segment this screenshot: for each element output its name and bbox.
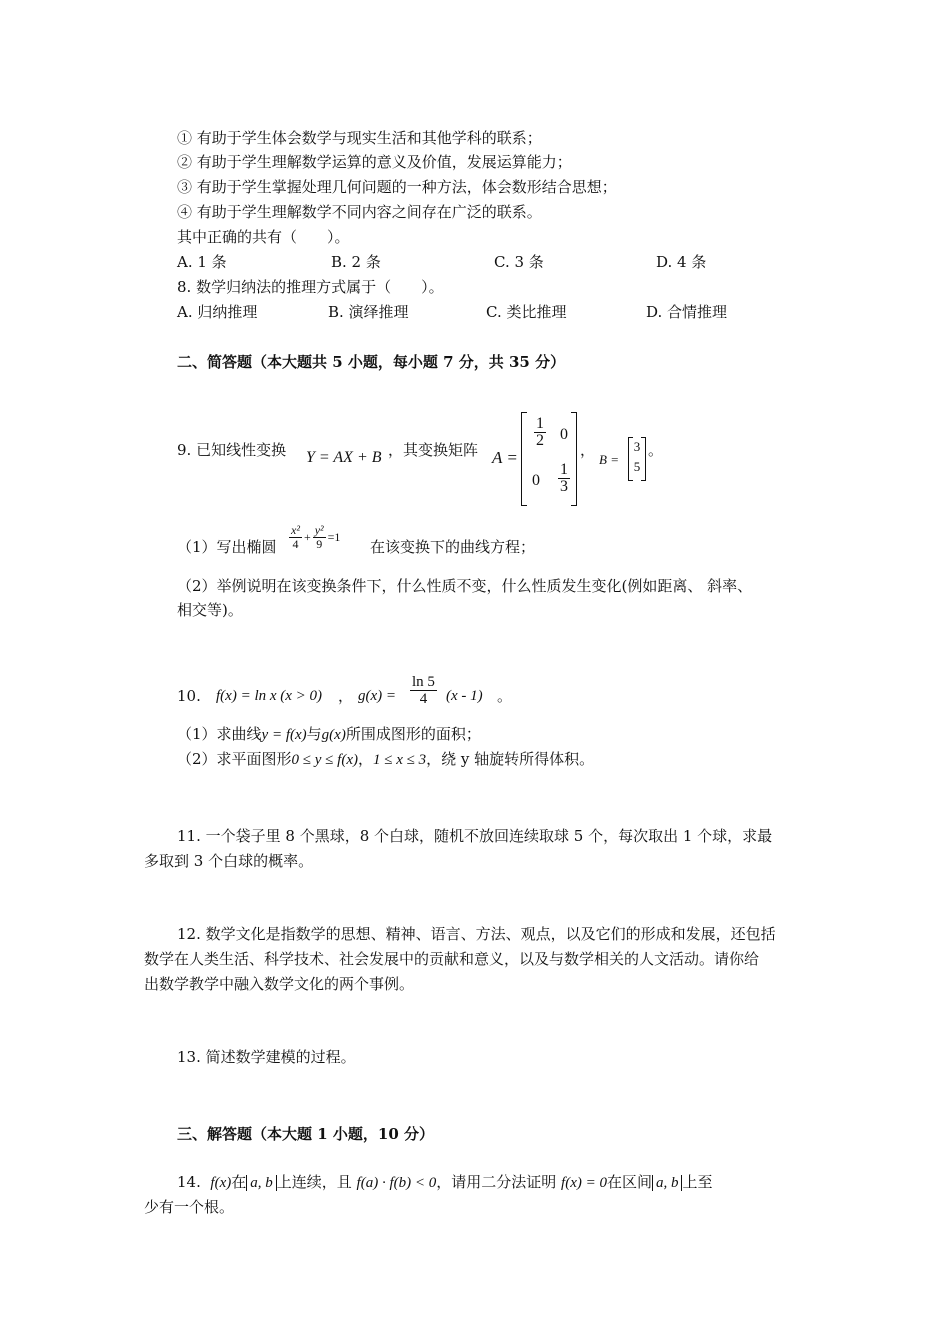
q13: 13. 简述数学建模的过程。	[177, 1048, 356, 1066]
statement-2: ② 有助于学生理解数学运算的意义及价值，发展运算能力；	[177, 153, 572, 171]
q11-line2: 多取到 3 个白球的概率。	[144, 852, 314, 870]
matrix-a-22: $\frac{1}{3}$	[560, 461, 568, 495]
q7-option-a: A. 1 条	[177, 253, 227, 271]
q7-option-d: D. 4 条	[656, 253, 707, 271]
matrix-b-1: 3	[633, 439, 641, 454]
q8-option-d: D. 合情推理	[646, 303, 728, 321]
q9-ellipse: $\frac{\text{x²}}{4}$ + $\frac{\text{y²}}{9}$ =1	[291, 523, 341, 551]
q9-formula: Y = AX + B	[306, 449, 382, 466]
q9-sub1-tail: 在该变换下的曲线方程；	[370, 538, 536, 556]
q7-prompt: 其中正确的共有（ ）。	[177, 228, 350, 246]
q9-sub2-line1: （2）举例说明在该变换条件下，什么性质不变，什么性质发生变化(例如距离、 斜率、	[177, 577, 753, 595]
q10-lead: 10.	[177, 687, 201, 705]
q9-b-label: B =	[599, 452, 619, 467]
q12-line1: 12. 数学文化是指数学的思想、精神、语言、方法、观点，以及它们的形成和发展，还包括	[177, 925, 776, 943]
q8-option-a: A. 归纳推理	[177, 303, 258, 321]
q9-lead: 9. 已知线性变换	[177, 441, 287, 459]
q8-option-b: B. 演绎推理	[328, 303, 409, 321]
q9-sub2-line2: 相交等)。	[177, 601, 243, 619]
q10-g-frac: $\frac{\ln 5}{4}$	[412, 674, 435, 707]
matrix-b	[628, 437, 646, 481]
q10-g-lhs: g(x) =	[358, 688, 397, 704]
matrix-a-11: $\frac{1}{2}$	[536, 415, 544, 449]
matrix-b-2: 5	[633, 459, 641, 474]
statement-4: ④ 有助于学生理解数学不同内容之间存在广泛的联系。	[177, 203, 542, 221]
statement-3: ③ 有助于学生掌握处理几何问题的一种方法，体会数形结合思想；	[177, 178, 617, 196]
q8-prompt: 8. 数学归纳法的推理方式属于（ ）。	[177, 278, 444, 296]
q14-line2: 少有一个根。	[144, 1198, 235, 1216]
q8-option-c: C. 类比推理	[486, 303, 567, 321]
q9-sub1-lead: （1）写出椭圆	[177, 538, 277, 556]
matrix-a-21: 0	[532, 472, 540, 489]
matrix-a	[521, 412, 577, 506]
q10-sub1: （1）求曲线y = f(x)与g(x)所围成图形的面积；	[177, 725, 481, 743]
q10-sub2: （2）求平面图形0 ≤ y ≤ f(x)，1 ≤ x ≤ 3，绕 y 轴旋转所得体积。	[177, 750, 595, 768]
q10-g-rhs: (x - 1)	[446, 688, 483, 704]
section-2-heading: 二、简答题（本大题共 5 小题，每小题 7 分，共 35 分）	[177, 353, 566, 371]
q7-option-b: B. 2 条	[331, 253, 381, 271]
q12-line3: 出数学教学中融入数学文化的两个事例。	[144, 975, 415, 993]
matrix-a-12: 0	[560, 426, 568, 443]
statement-1: ① 有助于学生体会数学与现实生活和其他学科的联系；	[177, 129, 542, 147]
q9-end: 。	[648, 441, 664, 459]
q9-mid: ，其变换矩阵	[388, 441, 479, 459]
q7-option-c: C. 3 条	[494, 253, 544, 271]
q10-f-def: f(x) = ln x (x > 0)	[216, 688, 323, 704]
q9-a-label: A =	[492, 448, 518, 467]
q12-line2: 数学在人类生活、科学技术、社会发展中的贡献和意义，以及与数学相关的人文活动。请你给	[144, 950, 760, 968]
q14-line1: 14. f(x)在 a, b 上连续，且 f(a) · f(b) < 0，请用二分法证明 f(x) = 0在区间 a, b 上至	[177, 1173, 713, 1191]
section-3-heading: 三、解答题（本大题 1 小题，10 分）	[177, 1125, 434, 1143]
q11-line1: 11. 一个袋子里 8 个黑球，8 个白球，随机不放回连续取球 5 个，每次取出 1 个球，求最	[177, 827, 773, 845]
